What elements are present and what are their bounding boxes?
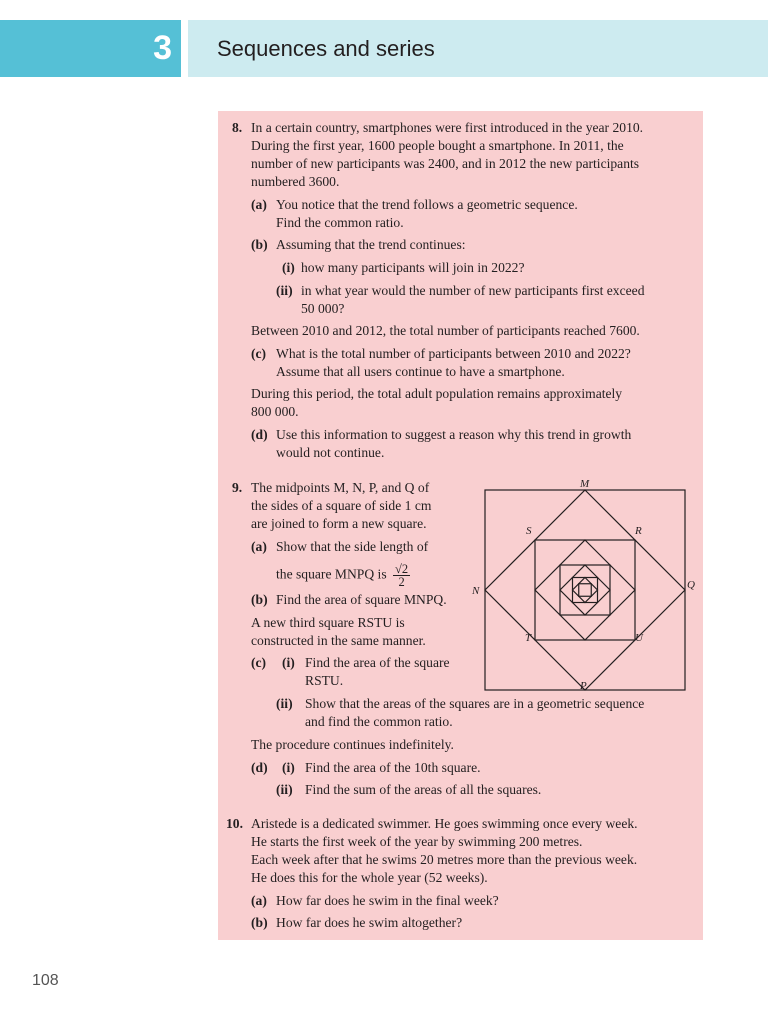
- subpart-label: (ii): [276, 696, 293, 711]
- subpart-text: Show that the areas of the squares are in a geometric sequence: [305, 696, 645, 711]
- subpart-text: how many participants will join in 2022?: [301, 260, 525, 275]
- part-label: (d): [251, 760, 268, 775]
- part-text: Find the area of square MNPQ.: [276, 592, 447, 607]
- square-9: [579, 584, 592, 597]
- label-q: Q: [687, 579, 695, 591]
- square-mnpq: [485, 490, 685, 690]
- subpart-label: (ii): [276, 283, 293, 298]
- outer-square: [485, 490, 685, 690]
- question-text-line: constructed in the same manner.: [251, 633, 426, 648]
- part-label: (b): [251, 592, 268, 607]
- part-text: Show that the side length of: [276, 539, 429, 554]
- square-rstu: [535, 540, 635, 640]
- question-text-line: In a certain country, smartphones were first introduced in the year 2010.: [251, 120, 644, 135]
- square-5: [560, 565, 610, 615]
- square-4: [535, 540, 635, 640]
- subpart-text: and find the common ratio.: [305, 714, 453, 729]
- subpart-label: (i): [282, 655, 295, 670]
- label-r: R: [635, 525, 642, 537]
- subpart-label: (i): [282, 760, 295, 775]
- part-label: (a): [251, 539, 267, 554]
- part-text: [276, 563, 410, 588]
- subpart-text: 50 000?: [301, 301, 345, 316]
- fraction-numerator: √2: [395, 562, 409, 576]
- subpart-label: (ii): [276, 782, 293, 797]
- question-text-line: During the first year, 1600 people bought a smartphone. In 2011, the: [251, 138, 624, 153]
- chapter-number: 3: [0, 20, 181, 77]
- subpart-text: Find the sum of the areas of all the squares.: [305, 782, 542, 797]
- question-text-line: Each week after that he swims 20 metres more than the previous week.: [251, 852, 638, 867]
- question-number: 9.: [232, 480, 243, 495]
- label-u: U: [635, 632, 643, 644]
- subpart-label: (i): [282, 260, 295, 275]
- question-text-line: A new third square RSTU is: [251, 615, 405, 630]
- part-text: How far does he swim altogether?: [276, 915, 463, 930]
- page-number: 108: [32, 972, 59, 989]
- question-text-line: Aristede is a dedicated swimmer. He goes swimming once every week.: [251, 816, 638, 831]
- subpart-text: RSTU.: [305, 673, 344, 688]
- question-text-line: He does this for the whole year (52 weeks).: [251, 870, 488, 885]
- question-text-line: number of new participants was 2400, and in 2012 the new participants: [251, 156, 640, 171]
- part-text-inline: the square MNPQ is: [276, 566, 387, 582]
- part-text: Assuming that the trend continues:: [276, 237, 466, 252]
- chapter-title: Sequences and series: [217, 35, 435, 61]
- label-p: P: [580, 680, 587, 692]
- subpart-text: in what year would the number of new participants first exceed: [301, 283, 645, 298]
- question-number: 10.: [226, 816, 243, 831]
- label-t: T: [525, 632, 532, 644]
- part-text: would not continue.: [276, 445, 385, 460]
- question-text-line: are joined to form a new square.: [251, 516, 427, 531]
- part-label: (b): [251, 915, 268, 930]
- question-number: 8.: [232, 120, 243, 135]
- subpart-text: Find the area of the 10th square.: [305, 760, 481, 775]
- question-text-line: numbered 3600.: [251, 174, 340, 189]
- label-s: S: [526, 525, 532, 537]
- subpart-text: Find the area of the square: [305, 655, 450, 670]
- square-7: [573, 578, 598, 603]
- part-label: (c): [251, 346, 267, 361]
- question-text-line: The procedure continues indefinitely.: [251, 737, 454, 752]
- part-text: Find the common ratio.: [276, 215, 404, 230]
- chapter-title-bar: [188, 20, 768, 77]
- nested-squares-diagram: [468, 478, 708, 698]
- fraction: [393, 563, 410, 588]
- question-text-line: The midpoints M, N, P, and Q of: [251, 480, 430, 495]
- label-n: N: [472, 585, 480, 597]
- question-text-line: Between 2010 and 2012, the total number of participants reached 7600.: [251, 323, 640, 338]
- part-label: (c): [251, 655, 267, 670]
- part-text: What is the total number of participants between 2010 and 2022?: [276, 346, 631, 361]
- question-text-line: He starts the first week of the year by swimming 200 metres.: [251, 834, 583, 849]
- part-text: Assume that all users continue to have a smartphone.: [276, 364, 565, 379]
- part-text: How far does he swim in the final week?: [276, 893, 499, 908]
- question-text-line: During this period, the total adult population remains approximately: [251, 386, 623, 401]
- part-label: (b): [251, 237, 268, 252]
- part-text: Use this information to suggest a reason why this trend in growth: [276, 427, 632, 442]
- label-m: M: [580, 478, 590, 490]
- part-label: (d): [251, 427, 268, 442]
- question-text-line: the sides of a square of side 1 cm: [251, 498, 432, 513]
- part-text: You notice that the trend follows a geometric sequence.: [276, 197, 578, 212]
- fraction-denominator: 2: [398, 575, 405, 589]
- part-label: (a): [251, 197, 267, 212]
- question-text-line: 800 000.: [251, 404, 299, 419]
- part-label: (a): [251, 893, 267, 908]
- square-8: [573, 578, 598, 603]
- square-6: [560, 565, 610, 615]
